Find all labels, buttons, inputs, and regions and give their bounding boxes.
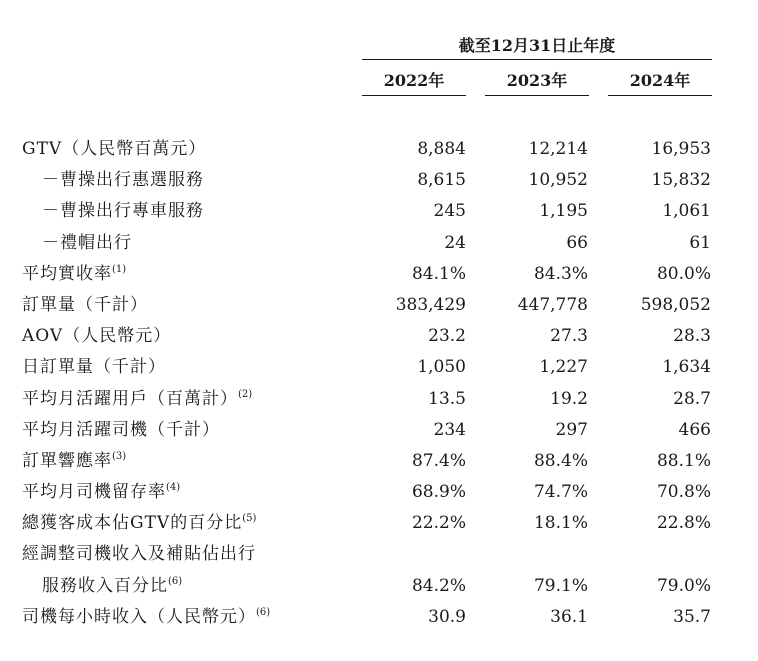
value-cell: 297 [555,419,588,440]
value-cell: 74.7% [533,482,588,503]
value-cell: 87.4% [411,450,466,471]
footnote-marker: (6) [168,575,183,587]
row-label-text: GTV（人民幣百萬元） [22,139,207,159]
year-rule-2022 [362,95,466,96]
period-header-rule [362,59,712,60]
row-label-text: －曹操出行惠選服務 [42,170,204,191]
value-cell: 88.1% [656,450,711,471]
value-cell: 84.1% [411,263,466,284]
value-cell: 79.0% [656,575,711,596]
value-cell: 10,952 [528,170,588,191]
value-cell: 15,832 [651,170,711,191]
row-label [22,539,256,570]
value-cell: 13.5 [428,388,466,409]
value-cell: 383,429 [395,294,466,315]
value-cell [601,539,711,570]
value-cell: 1,634 [662,357,711,378]
row-label [22,259,126,290]
table-row [0,539,758,570]
table-row [0,165,758,196]
row-label [42,571,182,602]
row-label-text: 平均月司機留存率 [22,482,166,503]
table-row [0,446,758,477]
value-cell: 1,227 [539,357,588,378]
value-cell: 84.2% [411,575,466,596]
row-label-text: AOV（人民幣元） [22,326,172,347]
table-row [0,321,758,352]
value-cell: 22.2% [411,513,466,534]
value-cell: 88.4% [533,450,588,471]
value-cell: 466 [678,419,711,440]
table-row [0,384,758,415]
value-cell: 35.7 [673,606,711,627]
row-label-text: 平均月活躍司機（千計） [22,419,220,440]
row-label [22,384,252,415]
row-label [22,321,171,352]
value-cell: 28.3 [673,326,711,347]
year-rule-2023 [485,95,589,96]
table-row [0,602,758,633]
value-cell: 36.1 [550,606,588,627]
row-label [42,228,132,259]
table-row [0,508,758,539]
table-body [0,134,758,633]
row-label-text: －禮帽出行 [42,232,132,253]
value-cell [356,539,466,570]
value-cell: 28.7 [673,388,711,409]
table-row [0,571,758,602]
row-label-text: 司機每小時收入（人民幣元） [22,606,256,627]
value-cell: 22.8% [656,513,711,534]
value-cell: 27.3 [550,326,588,347]
table-row [0,477,758,508]
row-label-text: 平均月活躍用戶（百萬計） [22,388,238,409]
value-cell: 30.9 [428,606,466,627]
row-label [22,477,180,508]
period-header: 截至12月31日止年度 [458,36,616,55]
row-label-text: 訂單響應率 [22,450,112,471]
value-cell: 16,953 [651,139,711,159]
row-label-text: 平均實收率 [22,263,112,284]
value-cell: 80.0% [656,263,711,284]
row-label-text: 服務收入百分比 [42,575,168,596]
row-label [22,415,220,446]
value-cell [478,539,588,570]
value-cell: 1,061 [662,201,711,222]
value-cell: 447,778 [517,294,588,315]
row-label-text: 總獲客成本佔GTV的百分比 [22,513,243,534]
footnote-marker: (6) [256,606,271,618]
row-label [22,352,166,383]
value-cell: 18.1% [533,513,588,534]
footnote-marker: (1) [112,263,127,275]
value-cell: 598,052 [640,294,711,315]
row-label-text: 經調整司機收入及補貼佔出行 [22,544,256,565]
value-cell: 245 [433,201,466,222]
value-cell: 24 [444,232,466,253]
value-cell: 8,615 [417,170,466,191]
value-cell: 12,214 [528,139,588,159]
table-row [0,290,758,321]
year-header-2022: 2022年 [383,71,445,90]
row-label [22,290,148,321]
value-cell: 1,195 [539,201,588,222]
footnote-marker: (3) [112,450,127,462]
row-label [22,134,206,165]
row-label [22,446,126,477]
value-cell: 66 [566,232,588,253]
value-cell: 23.2 [428,326,466,347]
value-cell: 79.1% [533,575,588,596]
row-label [42,196,204,227]
table-row [0,415,758,446]
value-cell: 8,884 [417,139,466,159]
row-label-text: 日訂單量（千計） [22,357,166,378]
year-rule-2024 [608,95,712,96]
row-label [42,165,204,196]
value-cell: 234 [433,419,466,440]
table-row [0,196,758,227]
table-row [0,134,758,165]
value-cell: 70.8% [656,482,711,503]
value-cell: 68.9% [411,482,466,503]
value-cell: 84.3% [533,263,588,284]
value-cell: 19.2 [550,388,588,409]
footnote-marker: (5) [242,513,257,525]
year-header-2023: 2023年 [506,71,568,90]
row-label [22,508,256,539]
table-row [0,352,758,383]
value-cell: 61 [689,232,711,253]
row-label-text: －曹操出行專車服務 [42,201,204,222]
footnote-marker: (4) [166,482,181,494]
table-row [0,259,758,290]
table-row [0,228,758,259]
row-label [22,602,270,633]
year-header-2024: 2024年 [629,71,691,90]
footnote-marker: (2) [238,388,253,400]
row-label-text: 訂單量（千計） [22,294,148,315]
value-cell: 1,050 [417,357,466,378]
